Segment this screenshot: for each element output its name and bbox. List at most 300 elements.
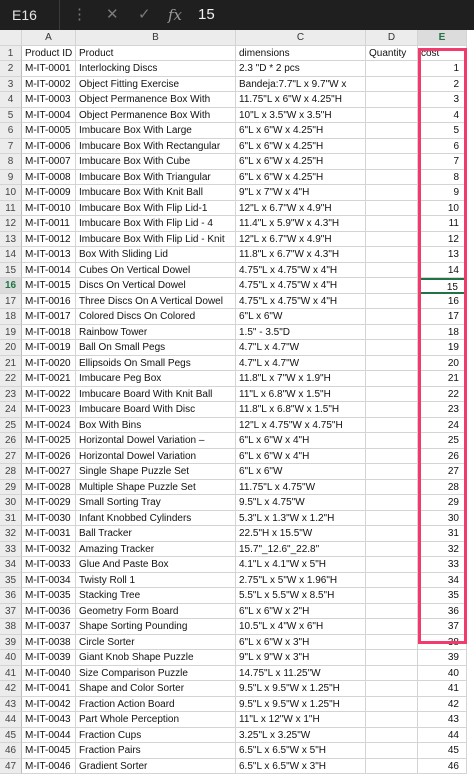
cell-e26[interactable]: 25: [418, 433, 467, 449]
cell-c15[interactable]: 4.75"L x 4.75"W x 4"H: [236, 263, 366, 279]
cell-b28[interactable]: Single Shape Puzzle Set: [76, 464, 236, 480]
cancel-icon[interactable]: ✕: [106, 0, 119, 30]
cell-c24[interactable]: 11.8"L x 6.8"W x 1.5"H: [236, 402, 366, 418]
cell-c29[interactable]: 11.75"L x 4.75"W: [236, 480, 366, 496]
cell-d4[interactable]: [366, 92, 418, 108]
cell-d15[interactable]: [366, 263, 418, 279]
cell-c10[interactable]: 9"L x 7"W x 4"H: [236, 185, 366, 201]
cell-b42[interactable]: Shape and Color Sorter: [76, 681, 236, 697]
row-header[interactable]: 4: [0, 92, 22, 108]
row-header[interactable]: 15: [0, 263, 22, 279]
row-header[interactable]: 35: [0, 573, 22, 589]
cell-c5[interactable]: 10"L x 3.5"W x 3.5"H: [236, 108, 366, 124]
row-header[interactable]: 8: [0, 154, 22, 170]
cell-e21[interactable]: 20: [418, 356, 467, 372]
cell-d30[interactable]: [366, 495, 418, 511]
row-header[interactable]: 32: [0, 526, 22, 542]
cell-b26[interactable]: Horizontal Dowel Variation –: [76, 433, 236, 449]
select-all-corner[interactable]: [0, 30, 22, 46]
cell-b32[interactable]: Ball Tracker: [76, 526, 236, 542]
cell-d27[interactable]: [366, 449, 418, 465]
row-header[interactable]: 36: [0, 588, 22, 604]
cell-c2[interactable]: 2.3 "D * 2 pcs: [236, 61, 366, 77]
cell-d22[interactable]: [366, 371, 418, 387]
cell-e37[interactable]: 36: [418, 604, 467, 620]
cell-c17[interactable]: 4.75"L x 4.75"W x 4"H: [236, 294, 366, 310]
row-header[interactable]: 21: [0, 356, 22, 372]
formula-input[interactable]: 15: [198, 0, 215, 30]
cell-d41[interactable]: [366, 666, 418, 682]
cell-e10[interactable]: 9: [418, 185, 467, 201]
row-header[interactable]: 2: [0, 61, 22, 77]
cell-c39[interactable]: 6"L x 6"W x 3"H: [236, 635, 366, 651]
cell-d10[interactable]: [366, 185, 418, 201]
cell-b45[interactable]: Fraction Cups: [76, 728, 236, 744]
row-header[interactable]: 33: [0, 542, 22, 558]
cell-c16[interactable]: 4.75"L x 4.75"W x 4"H: [236, 278, 366, 294]
row-header[interactable]: 20: [0, 340, 22, 356]
cell-a7[interactable]: M-IT-0006: [22, 139, 76, 155]
cell-b36[interactable]: Stacking Tree: [76, 588, 236, 604]
cell-a23[interactable]: M-IT-0022: [22, 387, 76, 403]
cell-e20[interactable]: 19: [418, 340, 467, 356]
cell-c45[interactable]: 3.25"L x 3.25"W: [236, 728, 366, 744]
row-header[interactable]: 28: [0, 464, 22, 480]
row-header[interactable]: 43: [0, 697, 22, 713]
cell-b13[interactable]: Imbucare Box With Flip Lid - Knit: [76, 232, 236, 248]
cell-a26[interactable]: M-IT-0025: [22, 433, 76, 449]
row-header[interactable]: 13: [0, 232, 22, 248]
cell-c47[interactable]: 6.5"L x 6.5"W x 3"H: [236, 759, 366, 774]
cell-a6[interactable]: M-IT-0005: [22, 123, 76, 139]
cell-d12[interactable]: [366, 216, 418, 232]
table-row: [0, 309, 474, 325]
cell-a15[interactable]: M-IT-0014: [22, 263, 76, 279]
cell-a32[interactable]: M-IT-0031: [22, 526, 76, 542]
cell-e35[interactable]: 34: [418, 573, 467, 589]
cell-c18[interactable]: 6"L x 6"W: [236, 309, 366, 325]
row-header[interactable]: 24: [0, 402, 22, 418]
cell-b29[interactable]: Multiple Shape Puzzle Set: [76, 480, 236, 496]
row-header[interactable]: 16: [0, 278, 22, 294]
cell-d14[interactable]: [366, 247, 418, 263]
row-header[interactable]: 23: [0, 387, 22, 403]
cell-c21[interactable]: 4.7"L x 4.7"W: [236, 356, 366, 372]
cell-e43[interactable]: 42: [418, 697, 467, 713]
cell-c31[interactable]: 5.3"L x 1.3"W x 1.2"H: [236, 511, 366, 527]
cell-c25[interactable]: 12"L x 4.75"W x 4.75"H: [236, 418, 366, 434]
row-header[interactable]: 18: [0, 309, 22, 325]
cell-e47[interactable]: 46: [418, 759, 467, 774]
row-header[interactable]: 27: [0, 449, 22, 465]
cell-c23[interactable]: 11"L x 6.8"W x 1.5"H: [236, 387, 366, 403]
cell-d32[interactable]: [366, 526, 418, 542]
cell-c13[interactable]: 12"L x 6.7"W x 4.9"H: [236, 232, 366, 248]
cell-d35[interactable]: [366, 573, 418, 589]
row-header[interactable]: 38: [0, 619, 22, 635]
table-row: [0, 526, 474, 542]
cell-e4[interactable]: 3: [418, 92, 467, 108]
cell-b1[interactable]: Product: [76, 46, 236, 62]
cell-a44[interactable]: M-IT-0043: [22, 712, 76, 728]
cell-e31[interactable]: 30: [418, 511, 467, 527]
row-header[interactable]: 17: [0, 294, 22, 310]
cell-c28[interactable]: 6"L x 6"W: [236, 464, 366, 480]
cell-b31[interactable]: Infant Knobbed Cylinders: [76, 511, 236, 527]
row-header[interactable]: 41: [0, 666, 22, 682]
cell-c37[interactable]: 6"L x 6"W x 2"H: [236, 604, 366, 620]
name-box[interactable]: E16: [0, 0, 60, 30]
cell-b37[interactable]: Geometry Form Board: [76, 604, 236, 620]
row-header[interactable]: 11: [0, 201, 22, 217]
cell-e28[interactable]: 27: [418, 464, 467, 480]
cell-a19[interactable]: M-IT-0018: [22, 325, 76, 341]
cell-e30[interactable]: 29: [418, 495, 467, 511]
cell-c4[interactable]: 11.75"L x 6"W x 4.25"H: [236, 92, 366, 108]
cell-c27[interactable]: 6"L x 6"W x 4"H: [236, 449, 366, 465]
cell-a17[interactable]: M-IT-0016: [22, 294, 76, 310]
cell-a35[interactable]: M-IT-0034: [22, 573, 76, 589]
cell-e11[interactable]: 10: [418, 201, 467, 217]
cell-c22[interactable]: 11.8"L x 7"W x 1.9"H: [236, 371, 366, 387]
cell-d6[interactable]: [366, 123, 418, 139]
column-header-c[interactable]: C: [236, 30, 366, 46]
cell-c19[interactable]: 1.5" - 3.5"D: [236, 325, 366, 341]
column-header-b[interactable]: B: [76, 30, 236, 46]
cell-a10[interactable]: M-IT-0009: [22, 185, 76, 201]
cell-a34[interactable]: M-IT-0033: [22, 557, 76, 573]
cell-a16[interactable]: M-IT-0015: [22, 278, 76, 294]
cell-e40[interactable]: 39: [418, 650, 467, 666]
cell-b44[interactable]: Part Whole Perception: [76, 712, 236, 728]
cell-a42[interactable]: M-IT-0041: [22, 681, 76, 697]
cell-e16[interactable]: 15: [418, 278, 467, 294]
cell-a18[interactable]: M-IT-0017: [22, 309, 76, 325]
cell-b23[interactable]: Imbucare Board With Knit Ball: [76, 387, 236, 403]
cell-b18[interactable]: Colored Discs On Colored: [76, 309, 236, 325]
cell-e13[interactable]: 12: [418, 232, 467, 248]
cell-d28[interactable]: [366, 464, 418, 480]
cell-e14[interactable]: 13: [418, 247, 467, 263]
cell-d20[interactable]: [366, 340, 418, 356]
cell-d25[interactable]: [366, 418, 418, 434]
cell-b25[interactable]: Box With Bins: [76, 418, 236, 434]
cell-b16[interactable]: Discs On Vertical Dowel: [76, 278, 236, 294]
cell-b12[interactable]: Imbucare Box With Flip Lid - 4: [76, 216, 236, 232]
cell-d3[interactable]: [366, 77, 418, 93]
cell-a43[interactable]: M-IT-0042: [22, 697, 76, 713]
insert-function-icon[interactable]: fx: [168, 0, 182, 30]
cell-c14[interactable]: 11.8"L x 6.7"W x 4.3"H: [236, 247, 366, 263]
cell-b22[interactable]: Imbucare Peg Box: [76, 371, 236, 387]
cell-e7[interactable]: 6: [418, 139, 467, 155]
cell-a2[interactable]: M-IT-0001: [22, 61, 76, 77]
cell-d39[interactable]: [366, 635, 418, 651]
table-row: [0, 108, 474, 124]
cell-d2[interactable]: [366, 61, 418, 77]
row-header[interactable]: 12: [0, 216, 22, 232]
cell-b19[interactable]: Rainbow Tower: [76, 325, 236, 341]
cell-b43[interactable]: Fraction Action Board: [76, 697, 236, 713]
cell-b10[interactable]: Imbucare Box With Knit Ball: [76, 185, 236, 201]
cell-d8[interactable]: [366, 154, 418, 170]
table-row: [0, 325, 474, 341]
cell-b6[interactable]: Imbucare Box With Large: [76, 123, 236, 139]
cell-c43[interactable]: 9.5"L x 9.5"W x 1.25"H: [236, 697, 366, 713]
cell-b41[interactable]: Size Comparison Puzzle: [76, 666, 236, 682]
cell-d47[interactable]: [366, 759, 418, 774]
cell-e41[interactable]: 40: [418, 666, 467, 682]
cell-a40[interactable]: M-IT-0039: [22, 650, 76, 666]
cell-a46[interactable]: M-IT-0045: [22, 743, 76, 759]
cell-a5[interactable]: M-IT-0004: [22, 108, 76, 124]
cell-b47[interactable]: Gradient Sorter: [76, 759, 236, 774]
cell-e42[interactable]: 41: [418, 681, 467, 697]
cell-c35[interactable]: 2.75"L x 5"W x 1.96"H: [236, 573, 366, 589]
cell-b40[interactable]: Giant Knob Shape Puzzle: [76, 650, 236, 666]
cell-e17[interactable]: 16: [418, 294, 467, 310]
cell-b9[interactable]: Imbucare Box With Triangular: [76, 170, 236, 186]
row-header[interactable]: 22: [0, 371, 22, 387]
cell-a21[interactable]: M-IT-0020: [22, 356, 76, 372]
cell-d33[interactable]: [366, 542, 418, 558]
cell-e36[interactable]: 35: [418, 588, 467, 604]
cell-a47[interactable]: M-IT-0046: [22, 759, 76, 774]
cell-c38[interactable]: 10.5"L x 4"W x 6"H: [236, 619, 366, 635]
cell-c8[interactable]: 6"L x 6"W x 4.25"H: [236, 154, 366, 170]
row-header[interactable]: 29: [0, 480, 22, 496]
cell-a41[interactable]: M-IT-0040: [22, 666, 76, 682]
cell-e8[interactable]: 7: [418, 154, 467, 170]
cell-e24[interactable]: 23: [418, 402, 467, 418]
cell-a28[interactable]: M-IT-0027: [22, 464, 76, 480]
cell-b34[interactable]: Glue And Paste Box: [76, 557, 236, 573]
cell-b20[interactable]: Ball On Small Pegs: [76, 340, 236, 356]
row-header[interactable]: 45: [0, 728, 22, 744]
cell-d9[interactable]: [366, 170, 418, 186]
cell-a11[interactable]: M-IT-0010: [22, 201, 76, 217]
row-header[interactable]: 14: [0, 247, 22, 263]
cell-c44[interactable]: 11"L x 12"W x 1"H: [236, 712, 366, 728]
cell-e22[interactable]: 21: [418, 371, 467, 387]
cell-d7[interactable]: [366, 139, 418, 155]
cell-b33[interactable]: Amazing Tracker: [76, 542, 236, 558]
more-options-icon[interactable]: ⋮: [72, 0, 87, 30]
cell-c12[interactable]: 11.4"L x 5.9"W x 4.3"H: [236, 216, 366, 232]
cell-d29[interactable]: [366, 480, 418, 496]
cell-e44[interactable]: 43: [418, 712, 467, 728]
cell-a29[interactable]: M-IT-0028: [22, 480, 76, 496]
cell-d1[interactable]: Quantity: [366, 46, 418, 62]
table-row: [0, 139, 474, 155]
row-header[interactable]: 19: [0, 325, 22, 341]
row-header[interactable]: 40: [0, 650, 22, 666]
cell-a45[interactable]: M-IT-0044: [22, 728, 76, 744]
cell-e46[interactable]: 45: [418, 743, 467, 759]
cell-e6[interactable]: 5: [418, 123, 467, 139]
cell-c46[interactable]: 6.5"L x 6.5"W x 5"H: [236, 743, 366, 759]
table-row: [0, 247, 474, 263]
cell-b21[interactable]: Ellipsoids On Small Pegs: [76, 356, 236, 372]
cell-e23[interactable]: 22: [418, 387, 467, 403]
cell-e5[interactable]: 4: [418, 108, 467, 124]
row-header[interactable]: 30: [0, 495, 22, 511]
cell-a24[interactable]: M-IT-0023: [22, 402, 76, 418]
cell-c20[interactable]: 4.7"L x 4.7"W: [236, 340, 366, 356]
row-header[interactable]: 5: [0, 108, 22, 124]
row-header[interactable]: 31: [0, 511, 22, 527]
cell-b27[interactable]: Horizontal Dowel Variation: [76, 449, 236, 465]
cell-a37[interactable]: M-IT-0036: [22, 604, 76, 620]
cell-e12[interactable]: 11: [418, 216, 467, 232]
cell-e19[interactable]: 18: [418, 325, 467, 341]
cell-d44[interactable]: [366, 712, 418, 728]
cell-a33[interactable]: M-IT-0032: [22, 542, 76, 558]
cell-a4[interactable]: M-IT-0003: [22, 92, 76, 108]
cell-e32[interactable]: 31: [418, 526, 467, 542]
cell-a12[interactable]: M-IT-0011: [22, 216, 76, 232]
cell-c9[interactable]: 6"L x 6"W x 4.25"H: [236, 170, 366, 186]
cell-c6[interactable]: 6"L x 6"W x 4.25"H: [236, 123, 366, 139]
cell-b11[interactable]: Imbucare Box With Flip Lid-1: [76, 201, 236, 217]
cell-b38[interactable]: Shape Sorting Pounding: [76, 619, 236, 635]
cell-d19[interactable]: [366, 325, 418, 341]
cell-e9[interactable]: 8: [418, 170, 467, 186]
row-header[interactable]: 39: [0, 635, 22, 651]
cell-c26[interactable]: 6"L x 6"W x 4"H: [236, 433, 366, 449]
cell-d45[interactable]: [366, 728, 418, 744]
cell-e15[interactable]: 14: [418, 263, 467, 279]
cell-a25[interactable]: M-IT-0024: [22, 418, 76, 434]
cell-d37[interactable]: [366, 604, 418, 620]
cell-b35[interactable]: Twisty Roll 1: [76, 573, 236, 589]
row-header[interactable]: 47: [0, 759, 22, 774]
cell-e39[interactable]: 38: [418, 635, 467, 651]
cell-b24[interactable]: Imbucare Board With Disc: [76, 402, 236, 418]
cell-a31[interactable]: M-IT-0030: [22, 511, 76, 527]
cell-a20[interactable]: M-IT-0019: [22, 340, 76, 356]
cell-b8[interactable]: Imbucare Box With Cube: [76, 154, 236, 170]
row-header[interactable]: 26: [0, 433, 22, 449]
cell-c42[interactable]: 9.5"L x 9.5"W x 1.25"H: [236, 681, 366, 697]
row-header[interactable]: 1: [0, 46, 22, 62]
cell-a13[interactable]: M-IT-0012: [22, 232, 76, 248]
cell-b39[interactable]: Circle Sorter: [76, 635, 236, 651]
cell-a30[interactable]: M-IT-0029: [22, 495, 76, 511]
cell-e45[interactable]: 44: [418, 728, 467, 744]
cell-c33[interactable]: 15.7"_12.6"_22.8": [236, 542, 366, 558]
cell-b7[interactable]: Imbucare Box With Rectangular: [76, 139, 236, 155]
cell-d43[interactable]: [366, 697, 418, 713]
cell-b17[interactable]: Three Discs On A Vertical Dowel: [76, 294, 236, 310]
cell-b30[interactable]: Small Sorting Tray: [76, 495, 236, 511]
cell-d5[interactable]: [366, 108, 418, 124]
cell-c30[interactable]: 9.5"L x 4.75"W: [236, 495, 366, 511]
cell-c11[interactable]: 12"L x 6.7"W x 4.9"H: [236, 201, 366, 217]
cell-d11[interactable]: [366, 201, 418, 217]
cell-a3[interactable]: M-IT-0002: [22, 77, 76, 93]
column-header-a[interactable]: A: [22, 30, 76, 46]
cell-d21[interactable]: [366, 356, 418, 372]
cell-a27[interactable]: M-IT-0026: [22, 449, 76, 465]
cell-e38[interactable]: 37: [418, 619, 467, 635]
row-header[interactable]: 9: [0, 170, 22, 186]
cell-a14[interactable]: M-IT-0013: [22, 247, 76, 263]
cell-e33[interactable]: 32: [418, 542, 467, 558]
confirm-icon[interactable]: ✓: [138, 0, 151, 30]
cell-c1[interactable]: dimensions: [236, 46, 366, 62]
row-header[interactable]: 7: [0, 139, 22, 155]
cell-a1[interactable]: Product ID: [22, 46, 76, 62]
cell-d38[interactable]: [366, 619, 418, 635]
cell-d23[interactable]: [366, 387, 418, 403]
cell-b3[interactable]: Object Fitting Exercise: [76, 77, 236, 93]
cell-c32[interactable]: 22.5"H x 15.5"W: [236, 526, 366, 542]
cell-d46[interactable]: [366, 743, 418, 759]
row-header[interactable]: 34: [0, 557, 22, 573]
cell-a22[interactable]: M-IT-0021: [22, 371, 76, 387]
cell-a38[interactable]: M-IT-0037: [22, 619, 76, 635]
cell-b14[interactable]: Box With Sliding Lid: [76, 247, 236, 263]
cell-e18[interactable]: 17: [418, 309, 467, 325]
row-header[interactable]: 25: [0, 418, 22, 434]
cell-d31[interactable]: [366, 511, 418, 527]
row-header[interactable]: 44: [0, 712, 22, 728]
cell-e1[interactable]: cost: [418, 46, 467, 62]
cell-d13[interactable]: [366, 232, 418, 248]
cell-a9[interactable]: M-IT-0008: [22, 170, 76, 186]
column-header-e[interactable]: E: [418, 30, 467, 46]
cell-c7[interactable]: 6"L x 6"W x 4.25"H: [236, 139, 366, 155]
cell-a36[interactable]: M-IT-0035: [22, 588, 76, 604]
cell-d42[interactable]: [366, 681, 418, 697]
row-header[interactable]: 42: [0, 681, 22, 697]
cell-b5[interactable]: Object Permanence Box With: [76, 108, 236, 124]
cell-d16[interactable]: [366, 278, 418, 294]
row-header[interactable]: 3: [0, 77, 22, 93]
cell-d34[interactable]: [366, 557, 418, 573]
cell-a39[interactable]: M-IT-0038: [22, 635, 76, 651]
row-header[interactable]: 10: [0, 185, 22, 201]
cell-b4[interactable]: Object Permanence Box With: [76, 92, 236, 108]
cell-a8[interactable]: M-IT-0007: [22, 154, 76, 170]
cell-b2[interactable]: Interlocking Discs: [76, 61, 236, 77]
cell-c3[interactable]: Bandeja:7.7"L x 9.7"W x: [236, 77, 366, 93]
cell-b15[interactable]: Cubes On Vertical Dowel: [76, 263, 236, 279]
column-header-d[interactable]: D: [366, 30, 418, 46]
cell-e25[interactable]: 24: [418, 418, 467, 434]
cell-e2[interactable]: 1: [418, 61, 467, 77]
cell-e29[interactable]: 28: [418, 480, 467, 496]
row-header[interactable]: 6: [0, 123, 22, 139]
cell-e34[interactable]: 33: [418, 557, 467, 573]
cell-d17[interactable]: [366, 294, 418, 310]
cell-b46[interactable]: Fraction Pairs: [76, 743, 236, 759]
cell-e27[interactable]: 26: [418, 449, 467, 465]
cell-e3[interactable]: 2: [418, 77, 467, 93]
cell-d26[interactable]: [366, 433, 418, 449]
cell-c36[interactable]: 5.5"L x 5.5"W x 8.5"H: [236, 588, 366, 604]
cell-c34[interactable]: 4.1"L x 4.1"W x 5"H: [236, 557, 366, 573]
cell-c41[interactable]: 14.75"L x 11.25"W: [236, 666, 366, 682]
row-header[interactable]: 46: [0, 743, 22, 759]
row-header[interactable]: 37: [0, 604, 22, 620]
cell-c40[interactable]: 9"L x 9"W x 3"H: [236, 650, 366, 666]
cell-d24[interactable]: [366, 402, 418, 418]
cell-d36[interactable]: [366, 588, 418, 604]
cell-d40[interactable]: [366, 650, 418, 666]
cell-d18[interactable]: [366, 309, 418, 325]
